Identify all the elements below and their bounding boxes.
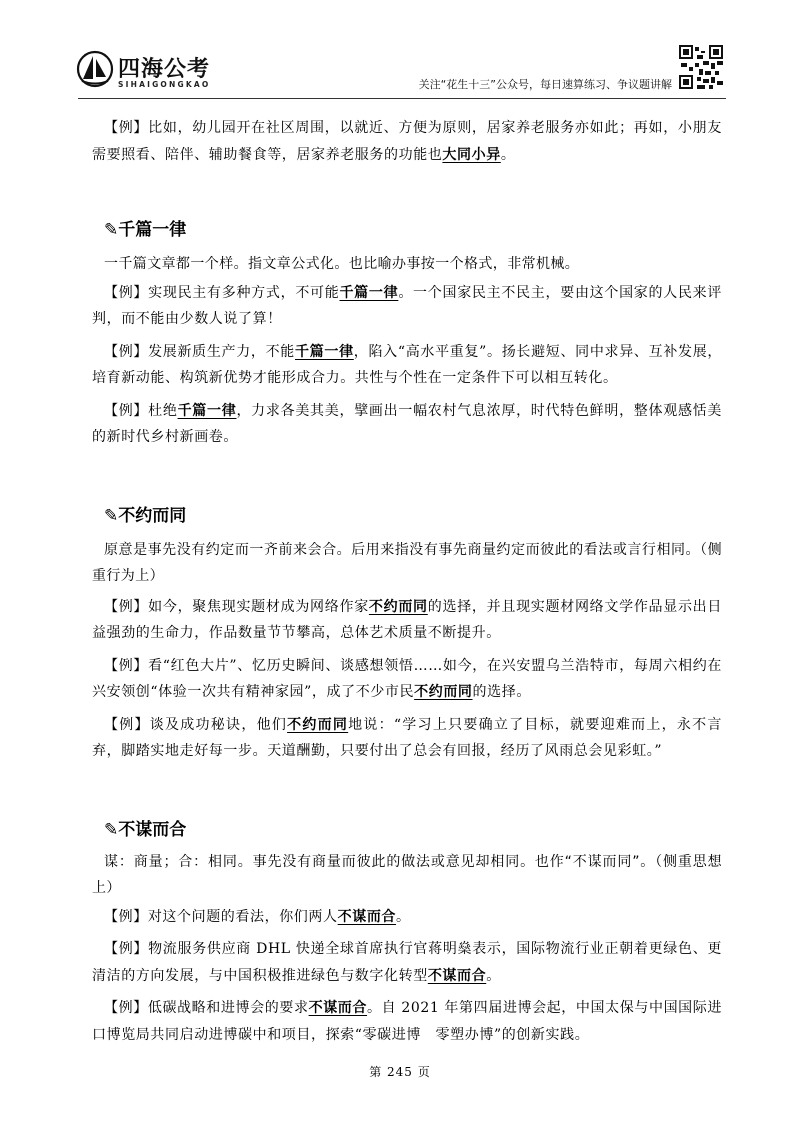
example-text-end: 的选择，并且现实题材网络文学作品显示出日益强劲的生命力，作品数量节节攀高，总体艺术质量不断提升。 — [92, 598, 722, 641]
example-text-end: 。自 2021 年第四届进博会起，中国太保与中国国际进口博览局共同启动进博碳中和项目，探索“零碳进博 零塑办博”的创新实践。 — [92, 1000, 722, 1043]
idiom-keyword: 千篇一律 — [295, 343, 354, 360]
example-text-end: 。一个国家民主不民主，要由这个国家的人民来评判，而不能由少数人说了算！ — [92, 284, 722, 327]
example-paragraph — [92, 339, 722, 392]
header-divider — [78, 98, 726, 99]
idiom-definition: 一千篇文章都一个样。指文章公式化。也比喻办事按一个格式，非常机械。 — [104, 256, 580, 272]
example-text: 对这个问题的看法，你们两人 — [147, 908, 338, 925]
example-text-end: 地说：“学习上只要确立了目标，就要迎难而上，永不言弃，脚踏实地走好每一步。天道酬勤，只要付出了总会有回报，经历了风雨总会见彩虹。” — [92, 716, 723, 759]
example-text: 看“红色大片”、忆历史瞬间、谈感想领悟……如今，在兴安盟乌兰浩特市，每周六相约在兴安领创“体验一次共有精神家园”，成了不少市民 — [92, 657, 722, 700]
brand-name: 四海公考 — [118, 57, 211, 82]
example-text-end: 。 — [500, 146, 516, 163]
page-header — [0, 0, 800, 106]
example-tag: 【例】 — [104, 716, 150, 733]
page-content — [92, 108, 722, 1048]
example-text-end: 。 — [396, 908, 411, 925]
brand-subtitle: SIHAIGONGKAO — [118, 80, 211, 89]
example-text-end: ，陷入“高水平重复”。扬长避短、同中求异、互补发展，培育新动能、构筑新优势才能形成合力。共性与个性在一定条件下可以相互转化。 — [92, 343, 722, 386]
idiom-section-3 — [92, 815, 722, 1049]
idiom-keyword: 千篇一律 — [339, 284, 399, 301]
example-paragraph — [92, 995, 722, 1048]
example-text: 杜绝 — [148, 402, 178, 419]
example-tag: 【例】 — [104, 908, 148, 925]
pencil-icon: ✎ — [104, 505, 119, 526]
idiom-definition: 谋：商量；合：相同。事先没有商量而彼此的做法或意见却相同。也作“不谋而同”。（侧重思想上） — [92, 853, 722, 896]
idiom-keyword: 大同小异 — [442, 146, 501, 163]
idiom-keyword: 不约而同 — [287, 716, 349, 733]
example-tag: 【例】 — [104, 343, 149, 360]
example-text: 低碳战略和进博会的要求 — [147, 1000, 309, 1016]
example-text: 发展新质生产力，不能 — [148, 343, 295, 360]
section-title-text: 千篇一律 — [118, 220, 187, 240]
example-text: 如今，聚焦现实题材成为网络作家 — [148, 598, 369, 615]
section-title-text: 不谋而合 — [118, 819, 187, 840]
example-tag: 【例】 — [104, 598, 149, 615]
intro-example — [92, 115, 722, 168]
example-text-end: ，力求各美其美，擘画出一幅农村气息浓厚，时代特色鲜明，整体观感恬美的新时代乡村新画卷。 — [92, 402, 722, 445]
idiom-keyword: 不约而同 — [368, 598, 428, 615]
idiom-keyword: 千篇一律 — [177, 402, 237, 419]
section-title — [92, 815, 722, 845]
section-title — [92, 215, 722, 245]
section-title-text: 不约而同 — [118, 505, 187, 526]
example-tag: 【例】 — [104, 941, 149, 957]
idiom-section-1 — [92, 215, 722, 451]
section-title — [92, 501, 722, 531]
idiom-section-2 — [92, 501, 722, 765]
example-text-end: 。 — [486, 967, 501, 984]
idiom-keyword: 不约而同 — [414, 684, 473, 700]
idiom-keyword: 不谋而合 — [308, 1000, 368, 1016]
idiom-definition: 原意是事先没有约定而一齐前来会合。后用来指没有事先商量约定而彼此的看法或言行相同。（侧重行为上） — [92, 541, 722, 584]
example-text: 比如，幼儿园开在社区周围，以就近、方便为原则，居家养老服务亦如此；再如，小朋友需要照看、陪伴、辅助餐食等，居家养老服务的功能也 — [92, 120, 722, 163]
header-tagline: 关注“花生十三”公众号，每日速算练习、争议题讲解 — [418, 78, 672, 91]
example-paragraph — [92, 653, 722, 706]
example-tag: 【例】 — [104, 657, 149, 674]
pencil-icon: ✎ — [104, 819, 119, 840]
example-paragraph — [92, 712, 722, 765]
example-tag: 【例】 — [104, 284, 149, 301]
sailboat-logo-icon — [76, 50, 114, 88]
pencil-icon: ✎ — [104, 220, 119, 240]
qr-code-icon — [679, 45, 723, 89]
example-text: 实现民主有多种方式，不可能 — [148, 284, 340, 301]
example-text: 谈及成功秘诀，他们 — [149, 716, 288, 733]
example-tag: 【例】 — [104, 120, 149, 136]
example-tag: 【例】 — [104, 1000, 148, 1016]
page-number: 第 245 页 — [369, 1065, 431, 1079]
example-paragraph — [92, 398, 722, 451]
example-tag: 【例】 — [104, 402, 149, 419]
idiom-keyword: 不谋而合 — [427, 967, 487, 984]
example-text-end: 的选择。 — [472, 684, 531, 700]
idiom-keyword: 不谋而合 — [337, 908, 397, 925]
example-text: 物流服务供应商 DHL 快递全球首席执行官蒋明燊表示，国际物流行业正朝着更绿色、更清洁的方向发展，与中国积极推进绿色与数字化转型 — [92, 941, 722, 984]
example-paragraph — [92, 936, 722, 989]
example-paragraph — [92, 280, 722, 333]
example-paragraph — [92, 904, 722, 931]
example-paragraph — [92, 594, 722, 647]
